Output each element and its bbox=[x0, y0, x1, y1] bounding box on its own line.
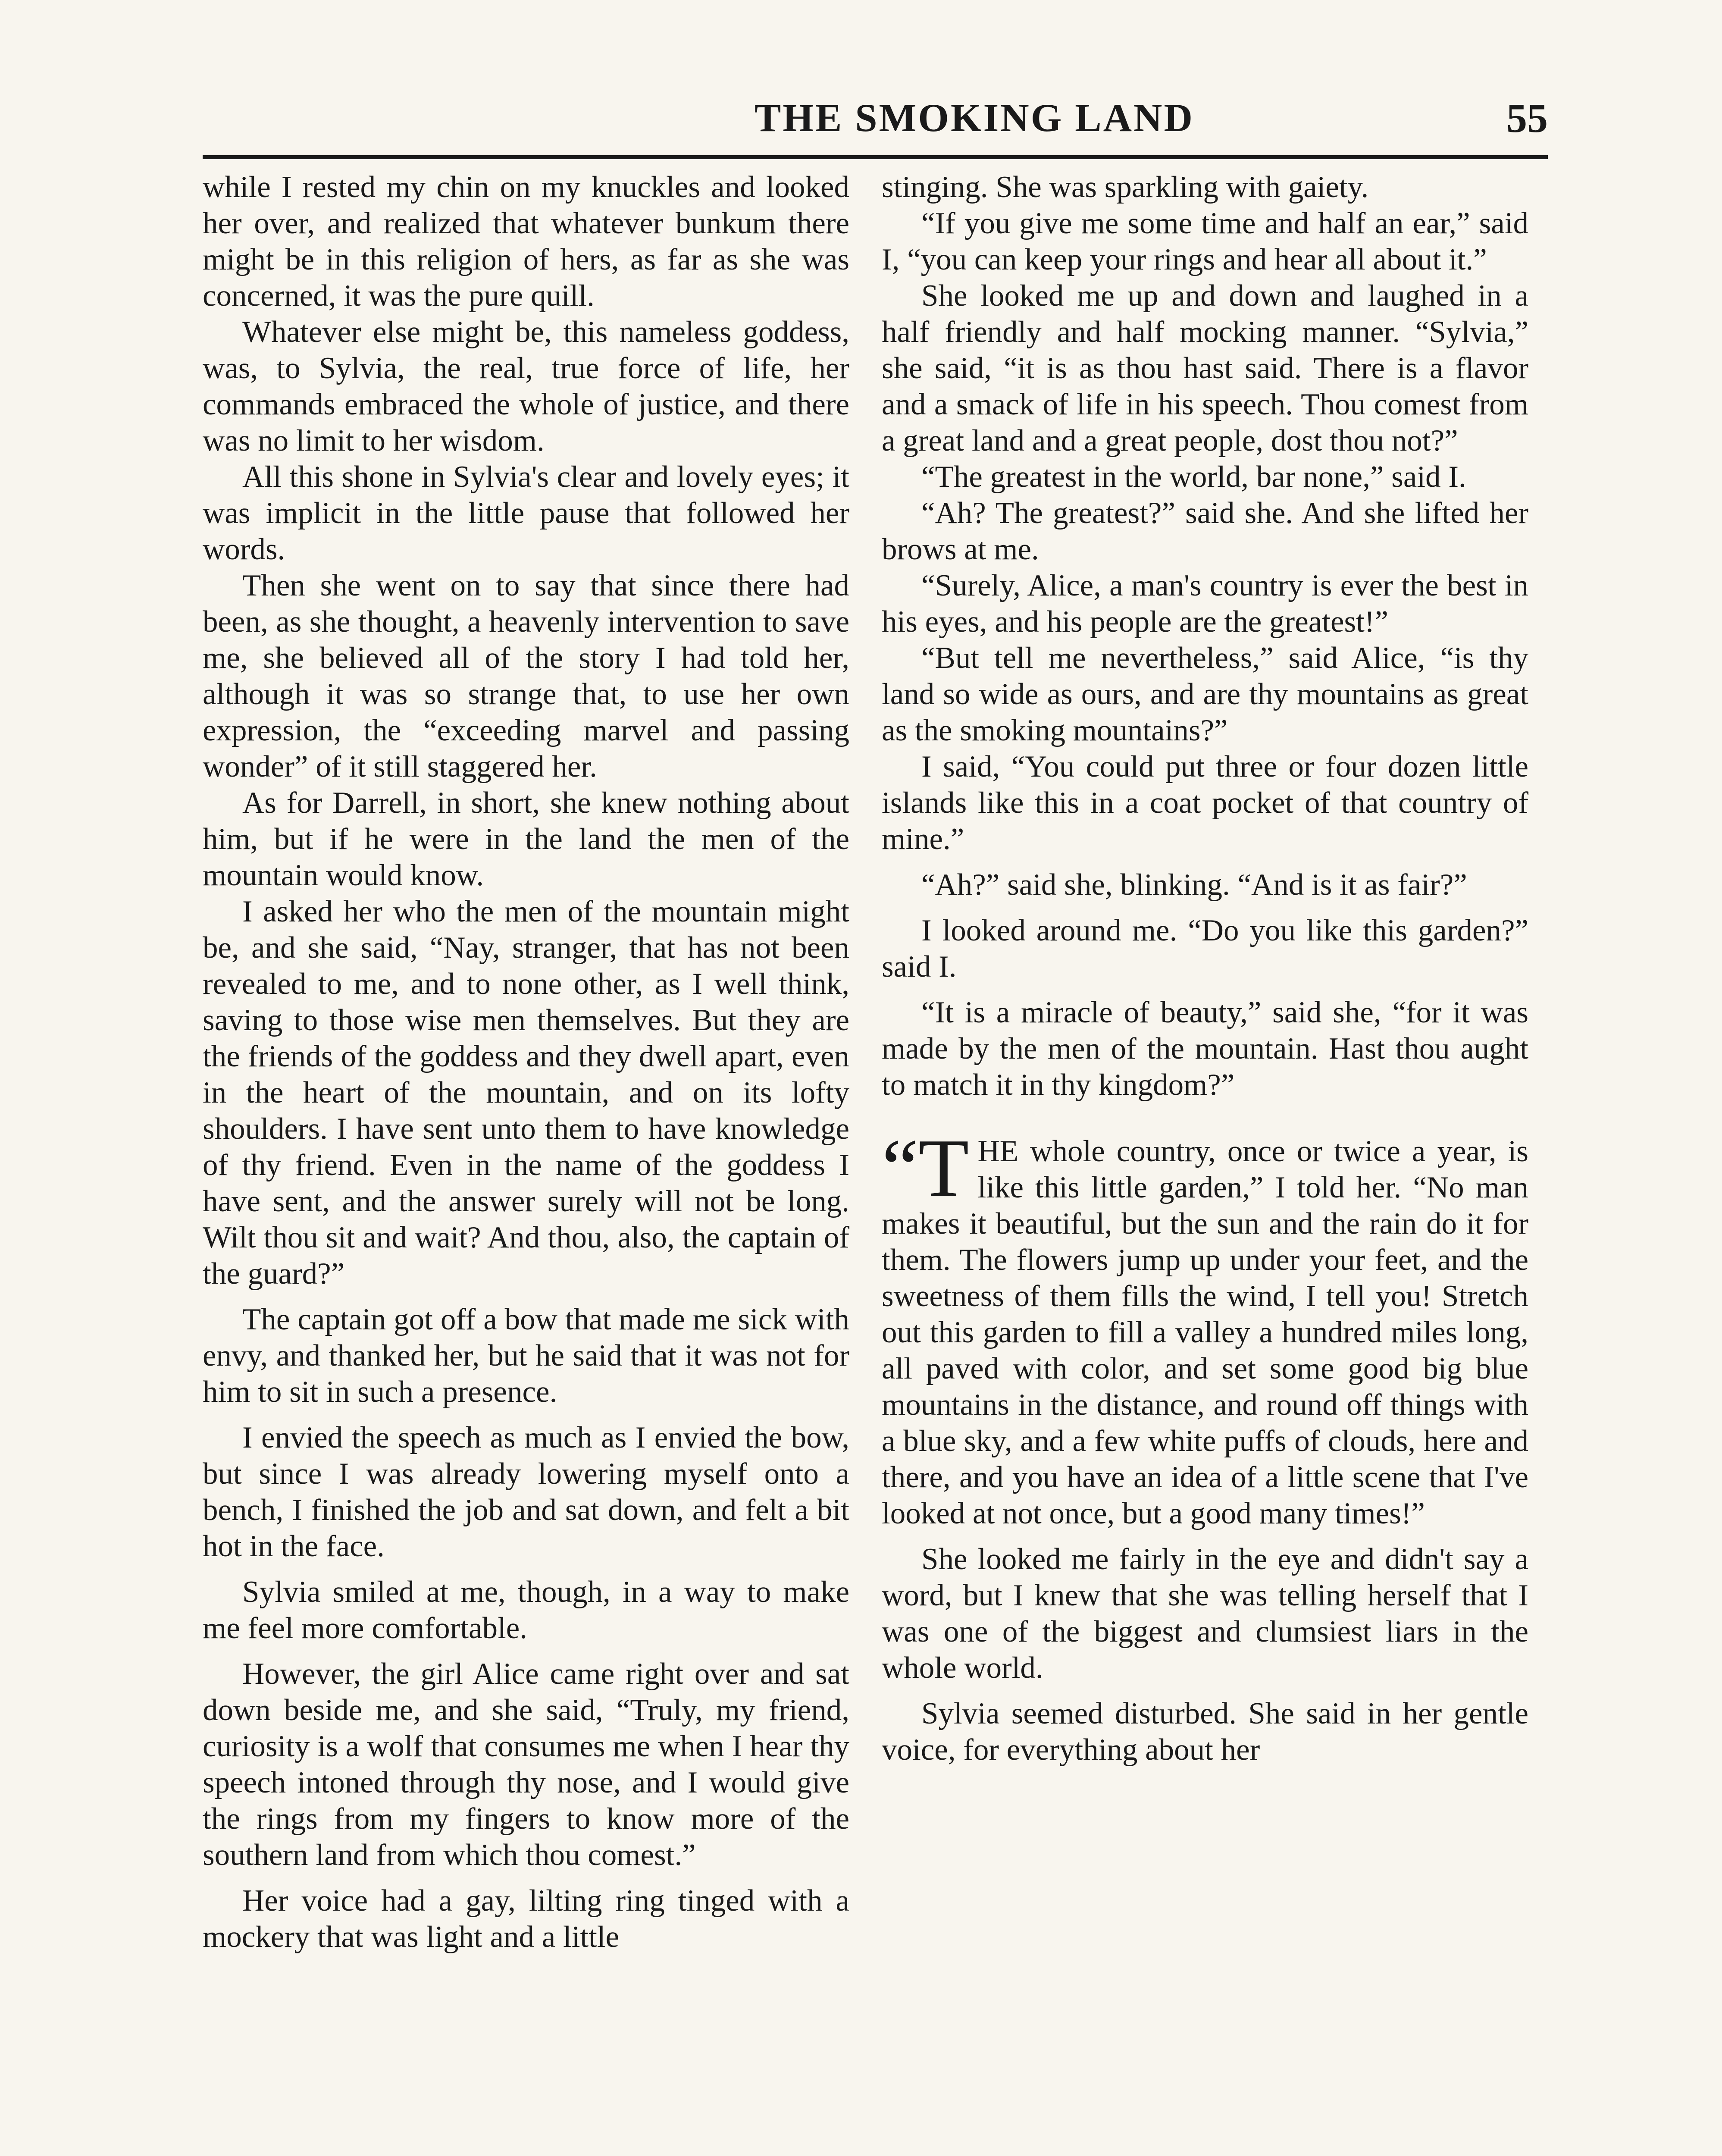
left-column bbox=[203, 169, 849, 1955]
paragraph: “But tell me nevertheless,” said Alice, “is thy land so wide as ours, and are thy mountains as great as the smoking mountains?” bbox=[882, 641, 1528, 747]
paragraph: She looked me fairly in the eye and didn't say a word, but I knew that she was telling herself that I was one of the biggest and clumsiest liars in the whole world. bbox=[882, 1542, 1528, 1685]
paragraph: Her voice had a gay, lilting ring tinged with a mockery that was light and a little bbox=[203, 1884, 849, 1954]
right-column bbox=[882, 169, 1528, 1768]
paragraph: Whatever else might be, this nameless goddess, was, to Sylvia, the real, true force of life, her commands embraced the whole of justice, and there was no limit to her wisdom. bbox=[203, 315, 849, 458]
paragraph: stinging. She was sparkling with gaiety. bbox=[882, 170, 1369, 204]
page-header bbox=[203, 86, 1548, 159]
paragraph: Sylvia seemed disturbed. She said in her gentle voice, for everything about her bbox=[882, 1697, 1528, 1767]
paragraph: All this shone in Sylvia's clear and lovely eyes; it was implicit in the little pause that followed her words. bbox=[203, 460, 849, 566]
paragraph: As for Darrell, in short, she knew nothing about him, but if he were in the land the men of the mountain would know. bbox=[203, 786, 849, 892]
page-number: 55 bbox=[1506, 95, 1548, 141]
paragraph-text: HE whole country, once or twice a year, is like this little garden,” I told her. “No man makes it beautiful, but the sun and the rain do it for them. The flowers jump up under your feet, and the sweetness of them fills the wind, I tell you! Stretch out this garden to fill a valley a hundred miles long, all paved with color, and set some good big blue mountains in the distance, and round off things with a blue sky, and a few white puffs of clouds, here and there, and you have an idea of a little scene that I've looked at not once, but a good many times!” bbox=[882, 1134, 1528, 1530]
paragraph: “Surely, Alice, a man's country is ever the best in his eyes, and his people are the greatest!” bbox=[882, 569, 1528, 639]
drop-cap: “T bbox=[882, 1122, 969, 1214]
paragraph: “If you give me some time and half an ear,” said I, “you can keep your rings and hear all about it.” bbox=[882, 207, 1528, 276]
paragraph: “Ah? The greatest?” said she. And she lifted her brows at me. bbox=[882, 496, 1528, 566]
paragraph: “Ah?” said she, blinking. “And is it as fair?” bbox=[921, 868, 1467, 902]
paragraph: Sylvia smiled at me, though, in a way to make me feel more comfortable. bbox=[203, 1575, 849, 1645]
paragraph: “It is a miracle of beauty,” said she, “for it was made by the men of the mountain. Hast thou aught to match it in thy kingdom?” bbox=[882, 996, 1528, 1102]
paragraph: while I rested my chin on my knuckles and looked her over, and realized that whatever bunkum there might be in this religion of hers, as far as she was concerned, it was the pure quill. bbox=[203, 170, 849, 313]
paragraph: The captain got off a bow that made me sick with envy, and thanked her, but he said that it was not for him to sit in such a presence. bbox=[203, 1303, 849, 1409]
paragraph: She looked me up and down and laughed in a half friendly and half mocking manner. “Sylvia,” she said, “it is as thou hast said. There is a flavor and a smack of life in his speech. Thou comest from a great land and a great people, dost thou not?” bbox=[882, 279, 1528, 458]
paragraph: “The greatest in the world, bar none,” said I. bbox=[921, 460, 1466, 494]
paragraph: Then she went on to say that since there had been, as she thought, a heavenly intervention to save me, she believed all of the story I had told her, although it was so strange that, to use her own expression, the “exceeding marvel and passing wonder” of it still staggered her. bbox=[203, 569, 849, 783]
paragraph: I looked around me. “Do you like this garden?” said I. bbox=[882, 914, 1528, 984]
paragraph: I asked her who the men of the mountain might be, and she said, “Nay, stranger, that has not been revealed to me, and to none other, as I well think, saving to those wise men themselves. But they are the friends of the goddess and they dwell apart, even in the heart of the mountain, and on its lofty shoulders. I have sent unto them to have knowledge of thy friend. Even in the name of the goddess I have sent, and the answer surely will not be long. Wilt thou sit and wait? And thou, also, the captain of the guard?” bbox=[203, 895, 849, 1291]
section-opening-paragraph bbox=[882, 1122, 1528, 1532]
running-title: THE SMOKING LAND bbox=[755, 96, 1194, 140]
paragraph: I envied the speech as much as I envied the bow, but since I was already lowering myself onto a bench, I finished the job and sat down, and felt a bit hot in the face. bbox=[203, 1421, 849, 1563]
paragraph: However, the girl Alice came right over and sat down beside me, and she said, “Truly, my friend, curiosity is a wolf that consumes me when I hear thy speech intoned through thy nose, and I would give the rings from my fingers to know more of the southern land from which thou comest.” bbox=[203, 1657, 849, 1872]
paragraph: I said, “You could put three or four dozen little islands like this in a coat pocket of that country of mine.” bbox=[882, 750, 1528, 856]
